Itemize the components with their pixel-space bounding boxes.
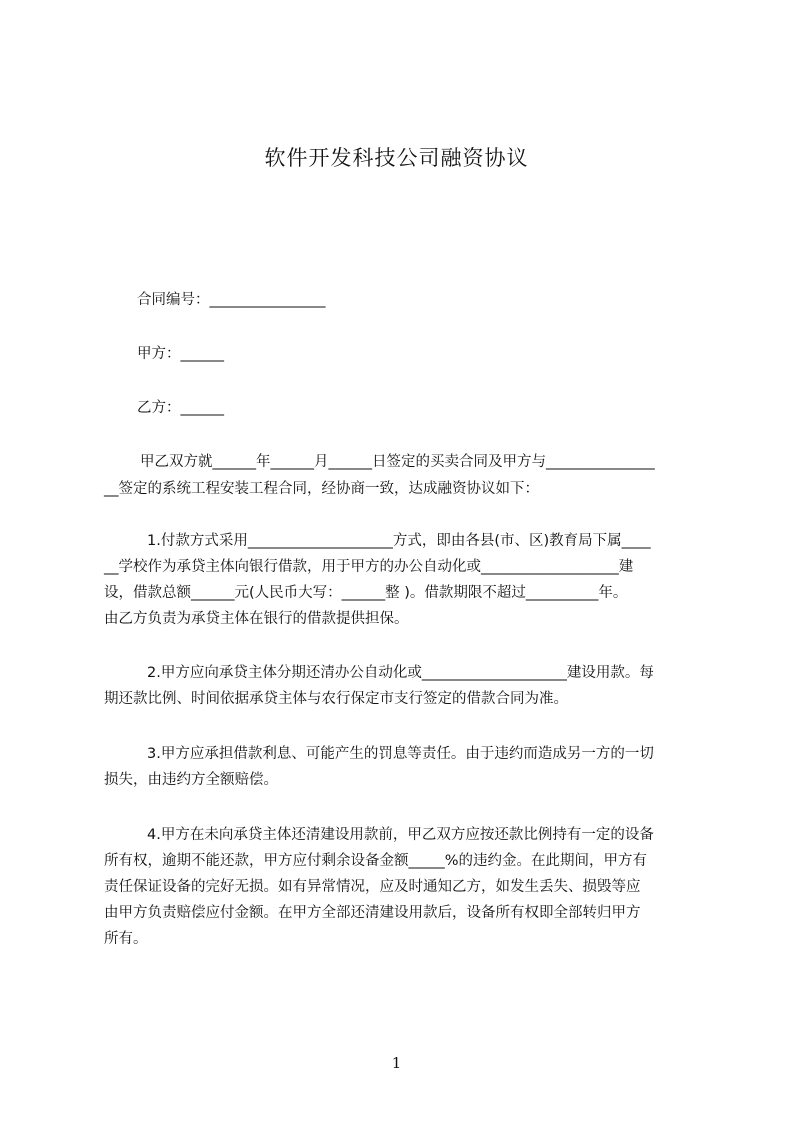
clause-2-line: 2.甲方应向承贷主体分期还清办公自动化或____________________建设用款。每 xyxy=(147,665,654,681)
clause-4-line: 所有权，逾期不能还款，甲方应付剩余设备金额_____%的违约金。在此期间，甲方有 xyxy=(104,853,648,869)
party-b-field: 乙方：______ xyxy=(137,400,224,416)
party-a-field: 甲方：______ xyxy=(137,346,224,362)
clause-4-line: 由甲方负责赔偿应付金额。在甲方全部还清建设用款后，设备所有权即全部转归甲方 xyxy=(104,905,641,921)
page-number: 1 xyxy=(391,1054,402,1072)
clause-4-line: 责任保证设备的完好无损。如有异常情况，应及时通知乙方，如发生丢失、损毁等应 xyxy=(104,879,641,895)
clause-4-line: 4.甲方在未向承贷主体还清建设用款前，甲乙双方应按还款比例持有一定的设备 xyxy=(147,827,654,843)
intro-line: __签定的系统工程安装工程合同，经协商一致，达成融资协议如下： xyxy=(104,481,539,497)
clause-1-line: 设，借款总额______元(人民币大写：______整 )。借款期限不超过__________年。 xyxy=(104,585,628,601)
clause-1-line: 1.付款方式采用____________________方式，即由各县(市、区)教育局下属____ xyxy=(147,533,651,549)
clause-4-line: 所有。 xyxy=(104,931,148,947)
clause-1-line: __学校作为承贷主体向银行借款，用于甲方的办公自动化或___________________建 xyxy=(104,559,634,575)
document-title: 软件开发科技公司融资协议 xyxy=(264,146,529,170)
clause-3-line: 3.甲方应承担借款利息、可能产生的罚息等责任。由于违约而造成另一方的一切 xyxy=(147,746,654,762)
clause-3-line: 损失，由违约方全额赔偿。 xyxy=(104,772,278,788)
clause-2-line: 期还款比例、时间依据承贷主体与农行保定市支行签定的借款合同为准。 xyxy=(104,691,568,707)
contract-number-field: 合同编号：________________ xyxy=(137,292,326,308)
clause-1-line: 由乙方负责为承贷主体在银行的借款提供担保。 xyxy=(104,611,409,627)
intro-line: 甲乙双方就______年______月______日签定的买卖合同及甲方与_______________ xyxy=(140,454,655,470)
